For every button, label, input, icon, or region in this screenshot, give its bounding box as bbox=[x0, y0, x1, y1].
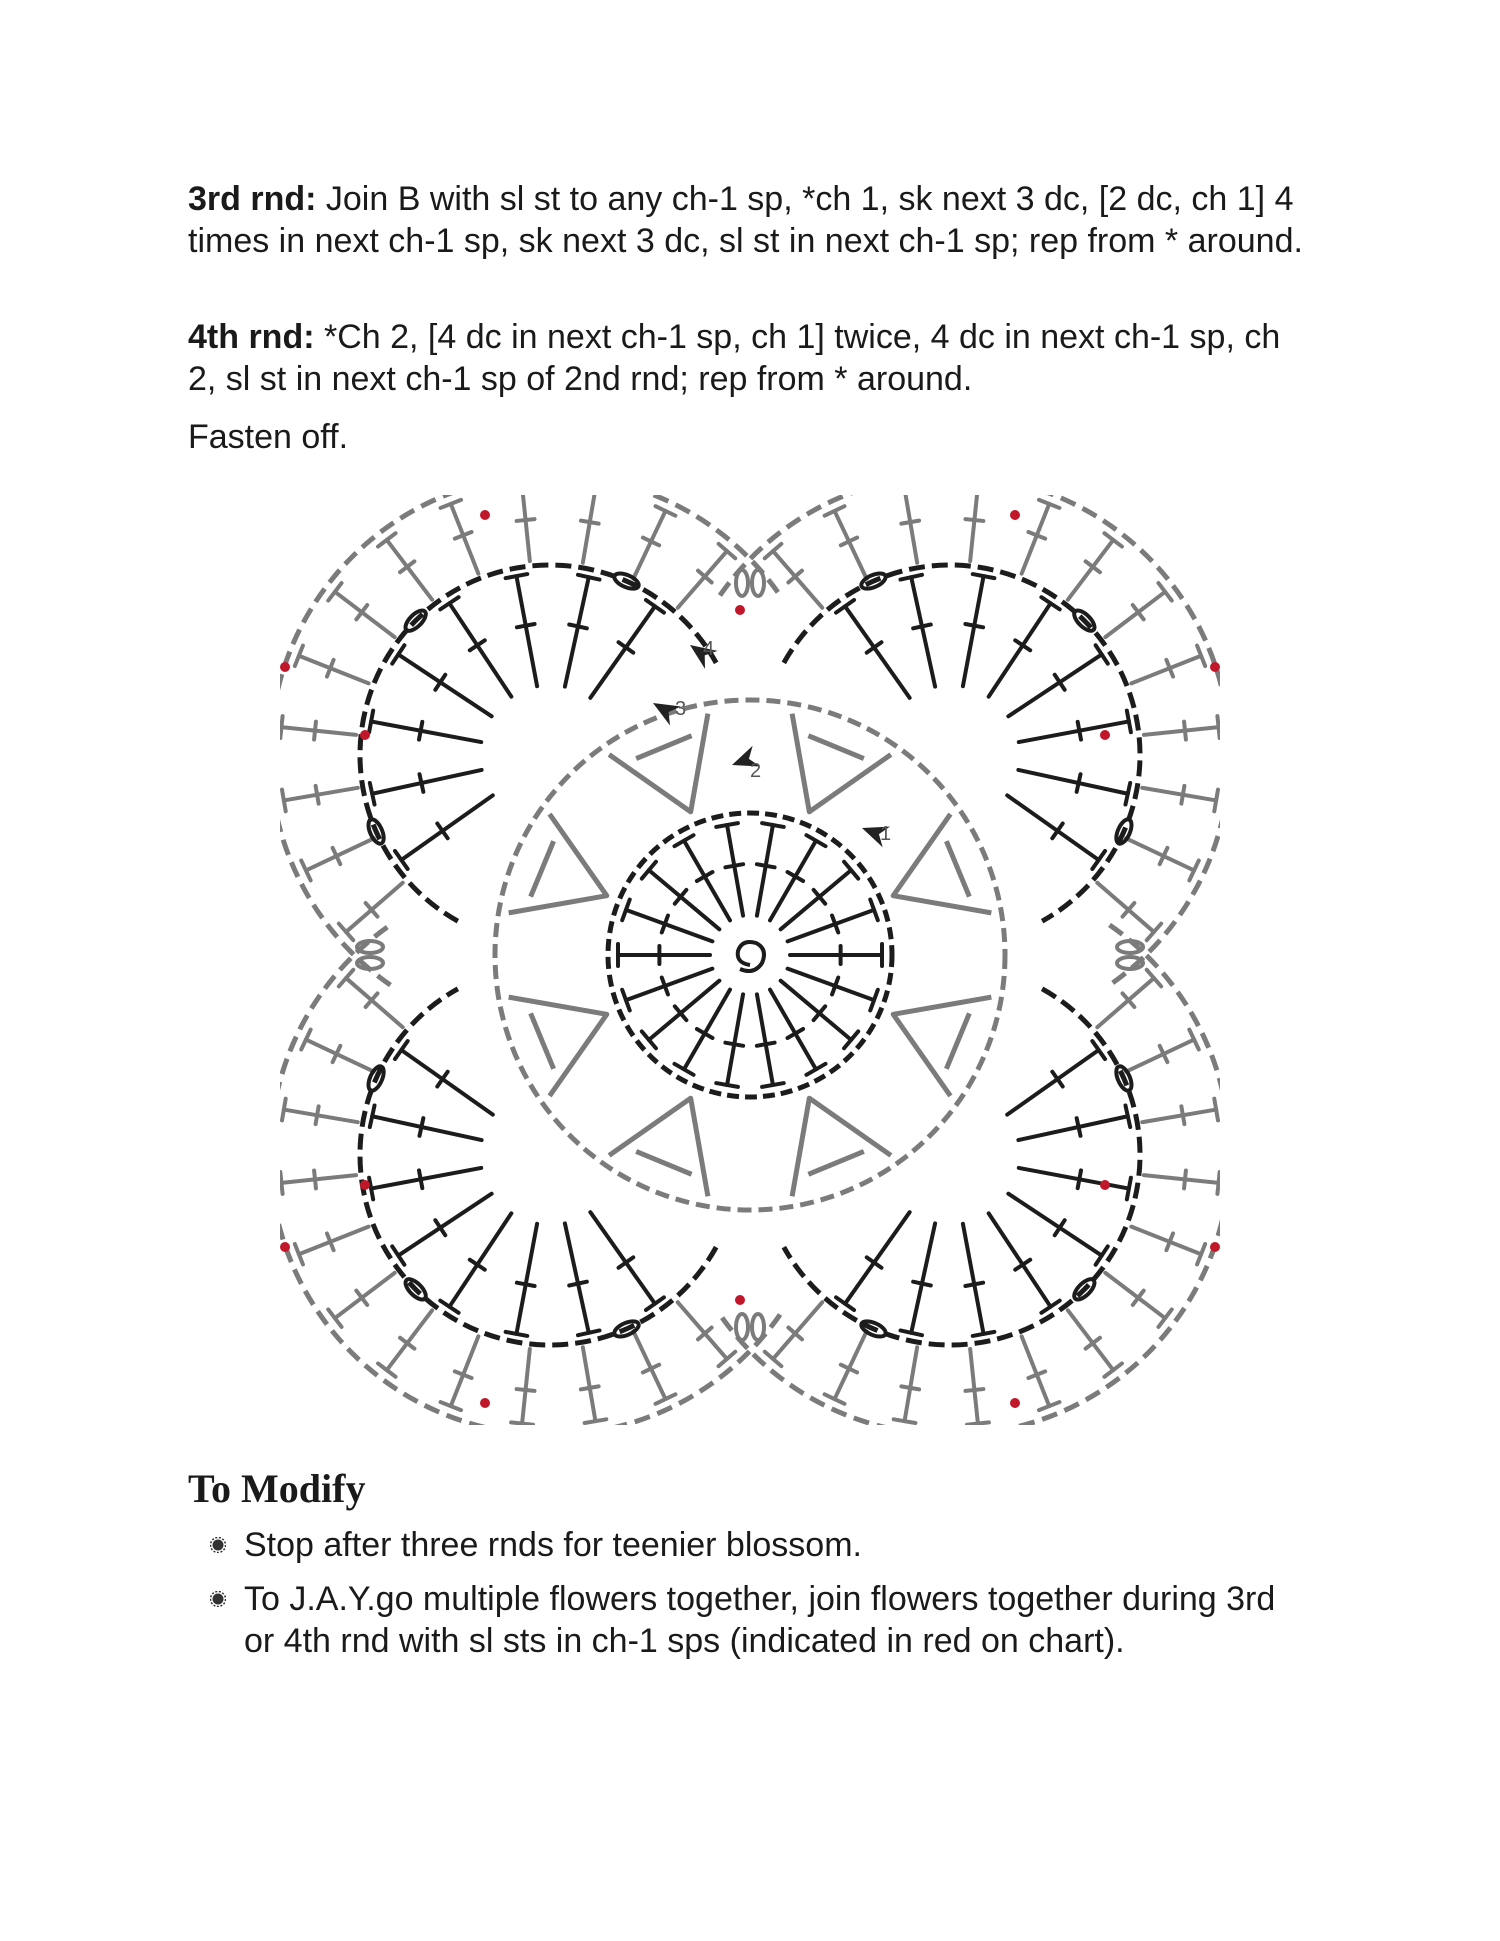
round-1-dc bbox=[757, 994, 773, 1085]
round-4-dc bbox=[773, 551, 822, 608]
round-4-dc-bar bbox=[965, 1389, 983, 1391]
join-point-dot bbox=[280, 1242, 290, 1252]
join-point-dot bbox=[360, 1180, 370, 1190]
round-3-dc bbox=[845, 606, 910, 698]
round-4-dc-bar bbox=[1184, 722, 1186, 740]
round-2-v-cluster bbox=[509, 814, 607, 913]
round-4-dc bbox=[678, 551, 727, 608]
round-3-dc-top bbox=[1096, 645, 1108, 663]
round-3-dc bbox=[401, 1050, 493, 1115]
round-3-dc-top bbox=[1092, 851, 1105, 869]
round-4-dc-bar bbox=[517, 519, 535, 521]
round-4-dc-top bbox=[894, 1419, 916, 1423]
round-3-dc-top bbox=[395, 1041, 408, 1059]
round-4-dc-top bbox=[1104, 533, 1122, 546]
round-3-dc-bar bbox=[420, 774, 424, 792]
round-4-dc bbox=[335, 592, 395, 637]
round-4-dc-top bbox=[1217, 716, 1219, 738]
round-4-dc-bar bbox=[316, 1106, 319, 1124]
round-1-dc-top bbox=[762, 823, 784, 827]
round-2-cross-bar bbox=[531, 1013, 554, 1068]
round-3-dc bbox=[516, 576, 537, 686]
round-3-dc-top bbox=[973, 1332, 995, 1336]
round-4-dc bbox=[284, 788, 358, 801]
round-3-dc-bar bbox=[913, 1282, 931, 1286]
round-3-dc-top bbox=[900, 1330, 921, 1335]
round-3-petal-arc bbox=[784, 565, 1140, 921]
round-4-dc bbox=[905, 1347, 918, 1421]
round-4-dc bbox=[1142, 1110, 1216, 1123]
round-4-dc-top bbox=[585, 1419, 607, 1423]
round-4-dc-bar bbox=[316, 786, 319, 804]
round-3-dc-bar bbox=[867, 1257, 882, 1267]
round-2-cross-bar bbox=[808, 1151, 863, 1174]
round-2-cross-bar bbox=[946, 841, 969, 896]
join-point-dot bbox=[1100, 1180, 1110, 1190]
round-3-dc-top bbox=[370, 1105, 375, 1126]
round-3-dc-bar bbox=[517, 1283, 535, 1286]
round-3-dc-bar bbox=[437, 824, 447, 839]
round-4-dc-top bbox=[280, 1172, 282, 1194]
round-4-dc bbox=[522, 1349, 530, 1424]
modify-item-text: Stop after three rnds for teenier blossom. bbox=[244, 1526, 862, 1564]
round-4-dc bbox=[335, 1273, 395, 1318]
round-4-chain-loop bbox=[752, 570, 764, 596]
round-4-dc-top bbox=[328, 583, 341, 601]
round-4-dc-bar bbox=[901, 521, 919, 524]
round-3-dc-top bbox=[506, 574, 528, 578]
round-3-dc-bar bbox=[569, 625, 587, 629]
round-3-dc bbox=[398, 654, 491, 716]
round-4-dc-top bbox=[378, 1363, 396, 1376]
round-4-dc-bar bbox=[581, 521, 599, 524]
round-4-dc-top bbox=[1104, 1363, 1122, 1376]
round-3-dc bbox=[449, 603, 511, 696]
round-2-cross-bar bbox=[636, 1151, 691, 1174]
round-1-dc-bar bbox=[725, 864, 743, 867]
modify-list bbox=[210, 1524, 1310, 1674]
round-4-dc-top bbox=[1158, 1309, 1171, 1327]
round-3-dc-top bbox=[1125, 783, 1130, 804]
round-3-dc-top bbox=[646, 600, 664, 613]
round-4-dc bbox=[1068, 540, 1113, 600]
round-3-dc-top bbox=[369, 711, 373, 733]
join-point-dot bbox=[280, 662, 290, 672]
round-4-dc-bar bbox=[314, 1170, 316, 1188]
round-4-dc-bar bbox=[1184, 1170, 1186, 1188]
round-3-dc bbox=[372, 1116, 481, 1140]
round-4-dc bbox=[1144, 1175, 1219, 1183]
round-3-dc bbox=[1008, 1194, 1101, 1256]
round-3-dc bbox=[565, 1223, 589, 1332]
round-2-v-cluster bbox=[792, 714, 891, 812]
modify-item-text: To J.A.Y.go multiple flowers together, join flowers together during 3rd or 4th rnd with sl sts in ch-1 sps (indicated in red on chart). bbox=[244, 1580, 1276, 1660]
round-marker-3: 3 bbox=[675, 698, 687, 720]
join-point-dot bbox=[1100, 730, 1110, 740]
round-4-dc-top bbox=[511, 1422, 533, 1424]
round-1-dc-top bbox=[762, 1083, 784, 1087]
round-4-dc-top bbox=[378, 533, 396, 546]
round-4-dc bbox=[583, 495, 596, 563]
star-bullet-icon bbox=[210, 1591, 226, 1607]
round-2-v-cluster bbox=[609, 714, 708, 812]
round-3-dc bbox=[516, 1224, 537, 1334]
round-3-dc-bar bbox=[1077, 1118, 1081, 1136]
round-3-dc-top bbox=[1127, 711, 1131, 733]
join-point-dot bbox=[1010, 510, 1020, 520]
round-3-dc bbox=[989, 1213, 1051, 1306]
modify-item-1 bbox=[210, 1524, 1310, 1566]
round-4-dc bbox=[1097, 883, 1154, 932]
round-3-dc-top bbox=[1125, 1105, 1130, 1126]
round-3-dc bbox=[1007, 795, 1099, 860]
join-point-dot bbox=[360, 730, 370, 740]
round-3-dc-bar bbox=[619, 642, 634, 652]
round-3-dc bbox=[911, 577, 935, 686]
magic-ring-spiral bbox=[738, 942, 764, 971]
round-1-dc bbox=[757, 825, 773, 916]
round-4-dc-bar bbox=[901, 1386, 919, 1389]
round-4-dc bbox=[905, 495, 918, 563]
round-4-dc-bar bbox=[965, 519, 983, 521]
round-4-dc-bar bbox=[1181, 1106, 1184, 1124]
round-3-dc bbox=[963, 576, 984, 686]
round-3-dc bbox=[963, 1224, 984, 1334]
round-4-dc bbox=[1068, 1310, 1113, 1370]
round-3-dc bbox=[1008, 654, 1101, 716]
round-3-dc-top bbox=[392, 1246, 404, 1264]
round-3-dc-top bbox=[440, 1301, 458, 1313]
round-2-v-cluster bbox=[893, 997, 991, 1096]
to-modify-heading: To Modify bbox=[188, 1466, 366, 1511]
round-3-dc bbox=[1019, 721, 1129, 742]
round-3-dc-bar bbox=[1078, 722, 1081, 740]
round-3-dc-top bbox=[1127, 1178, 1131, 1200]
round-1-dc bbox=[727, 994, 743, 1085]
round-3-dc bbox=[590, 1212, 655, 1304]
round-1-dc-top bbox=[716, 1083, 738, 1087]
round-4-dc bbox=[346, 978, 403, 1027]
round-2-v-cluster bbox=[792, 1098, 891, 1196]
round-3-dc-bar bbox=[1077, 774, 1081, 792]
round-3-dc-top bbox=[370, 783, 375, 804]
round-3-dc-top bbox=[1096, 1246, 1108, 1264]
round-3-dc-top bbox=[440, 597, 458, 609]
join-point-dot bbox=[1010, 1398, 1020, 1408]
round-1-dc bbox=[770, 841, 816, 921]
round-4-dc-top bbox=[282, 790, 286, 812]
round-2-v-cluster bbox=[893, 814, 991, 913]
round-3-label: 3rd rnd: bbox=[188, 180, 317, 218]
round-3-dc bbox=[372, 770, 481, 794]
fasten-off-text: Fasten off. bbox=[188, 418, 349, 456]
round-3-dc-bar bbox=[420, 1118, 424, 1136]
round-4-dc bbox=[970, 1349, 978, 1424]
round-3-dc-bar bbox=[517, 624, 535, 627]
round-2-cross-bar bbox=[531, 841, 554, 896]
join-point-dot bbox=[1210, 1242, 1220, 1252]
round-4-dc-top bbox=[328, 1309, 341, 1327]
join-points bbox=[280, 510, 1220, 1408]
round-4-chain-loop bbox=[752, 1314, 764, 1340]
round-1-dc bbox=[684, 990, 730, 1070]
round-4-dc bbox=[678, 1302, 727, 1359]
join-point-dot bbox=[480, 510, 490, 520]
round-3-dc bbox=[911, 1223, 935, 1332]
round-3-petal-arc bbox=[360, 989, 716, 1345]
round-4-dc-top bbox=[1214, 1099, 1218, 1121]
round-4-dc bbox=[346, 883, 403, 932]
round-3-dc-bar bbox=[1052, 1072, 1062, 1087]
round-3-dc-top bbox=[1041, 1301, 1059, 1313]
round-2-cross-bar bbox=[946, 1013, 969, 1068]
join-point-dot bbox=[735, 605, 745, 615]
round-4-instructions bbox=[188, 316, 1308, 400]
round-marker-4: 4 bbox=[703, 638, 715, 660]
round-4-dc bbox=[1144, 727, 1219, 735]
round-3-dc bbox=[590, 606, 655, 698]
round-3-dc-top bbox=[1041, 597, 1059, 609]
round-2-v-cluster bbox=[509, 997, 607, 1096]
round-3-dc-bar bbox=[569, 1282, 587, 1286]
round-3-text: Join B with sl st to any ch-1 sp, *ch 1, sk next 3 dc, [2 dc, ch 1] 4 times in next ch-1 sp, sk next 3 dc, sl st in next ch-1 sp; rep from * around. bbox=[188, 180, 1303, 260]
round-2-v-cluster bbox=[609, 1098, 708, 1196]
round-3-dc bbox=[1019, 1168, 1129, 1189]
round-4-dc bbox=[970, 495, 978, 561]
modify-item-2 bbox=[210, 1578, 1310, 1662]
round-4-dc bbox=[1142, 788, 1216, 801]
round-1-dc bbox=[727, 825, 743, 916]
crochet-chart bbox=[280, 495, 1220, 1425]
round-3-petal-arc bbox=[360, 565, 716, 921]
round-4-dc-top bbox=[1217, 1172, 1219, 1194]
round-3-petals bbox=[360, 565, 1140, 1345]
round-4-dc bbox=[583, 1347, 596, 1421]
round-4-dc-top bbox=[967, 1422, 989, 1424]
round-3-dc-top bbox=[973, 574, 995, 578]
round-4-dc bbox=[387, 1310, 432, 1370]
round-4-text: *Ch 2, [4 dc in next ch-1 sp, ch 1] twice, 4 dc in next ch-1 sp, ch 2, sl st in next ch-1 sp of 2nd rnd; rep from * around. bbox=[188, 318, 1281, 398]
round-3-dc bbox=[371, 1168, 481, 1189]
round-1-dc bbox=[770, 990, 816, 1070]
join-point-dot bbox=[735, 1295, 745, 1305]
round-3-dc bbox=[371, 721, 481, 742]
round-2-cross-bar bbox=[808, 736, 863, 759]
round-1-dc bbox=[684, 841, 730, 921]
round-3-dc bbox=[401, 795, 493, 860]
round-4-dc-bar bbox=[1181, 786, 1184, 804]
round-3-dc bbox=[398, 1194, 491, 1256]
round-3-dc-bar bbox=[419, 722, 422, 740]
round-3-petal-arc bbox=[784, 989, 1140, 1345]
round-4-dc bbox=[1105, 1273, 1165, 1318]
round-3-dc bbox=[845, 1212, 910, 1304]
round-4-dc bbox=[281, 727, 356, 735]
round-3-dc-bar bbox=[619, 1257, 634, 1267]
round-4-dc bbox=[387, 540, 432, 600]
round-3-dc-top bbox=[506, 1332, 528, 1336]
round-1-dc-bar bbox=[757, 864, 775, 867]
round-3-dc-top bbox=[836, 1297, 854, 1310]
round-3-dc-bar bbox=[419, 1170, 422, 1188]
round-4-chain-loop bbox=[736, 570, 748, 596]
round-1-dc-bar bbox=[757, 1043, 775, 1046]
round-4-dc-top bbox=[282, 1099, 286, 1121]
round-4-dc-bar bbox=[581, 1386, 599, 1389]
round-3-dc bbox=[989, 603, 1051, 696]
round-4-chain-loop bbox=[736, 1314, 748, 1340]
round-4-dc bbox=[284, 1110, 358, 1123]
round-3-dc bbox=[449, 1213, 511, 1306]
round-3-instructions bbox=[188, 178, 1308, 262]
round-4-dc bbox=[522, 495, 530, 561]
round-3-dc-top bbox=[369, 1178, 373, 1200]
round-marker-2: 2 bbox=[750, 760, 762, 782]
round-3-dc bbox=[1007, 1050, 1099, 1115]
round-3-dc-top bbox=[578, 575, 599, 580]
round-4-label: 4th rnd: bbox=[188, 318, 315, 356]
round-3-dc-bar bbox=[965, 1283, 983, 1286]
round-1-center bbox=[608, 813, 892, 1097]
join-point-dot bbox=[1210, 662, 1220, 672]
round-3-dc-top bbox=[578, 1330, 599, 1335]
round-3-dc-bar bbox=[867, 642, 882, 652]
round-3-dc bbox=[1018, 770, 1127, 794]
round-3-dc-top bbox=[900, 575, 921, 580]
round-4-dc bbox=[773, 1302, 822, 1359]
round-4-dc-top bbox=[280, 716, 282, 738]
round-4-dc bbox=[281, 1175, 356, 1183]
join-point-dot bbox=[480, 1398, 490, 1408]
round-3-dc-bar bbox=[1078, 1170, 1081, 1188]
round-3-dc bbox=[565, 577, 589, 686]
round-1-dc-bar bbox=[725, 1043, 743, 1046]
round-1-dc-top bbox=[716, 823, 738, 827]
round-4-dc-bar bbox=[517, 1389, 535, 1391]
round-marker-1: 1 bbox=[880, 823, 892, 845]
round-4-dc-top bbox=[1158, 583, 1171, 601]
round-3-dc-bar bbox=[965, 624, 983, 627]
round-3-dc-bar bbox=[437, 1072, 447, 1087]
round-2-cross-bar bbox=[636, 736, 691, 759]
round-4-dc bbox=[1097, 978, 1154, 1027]
star-bullet-icon bbox=[210, 1537, 226, 1553]
round-3-dc-top bbox=[392, 645, 404, 663]
round-4-dc-bar bbox=[314, 722, 316, 740]
round-4-dc bbox=[1105, 592, 1165, 637]
round-3-dc-bar bbox=[913, 625, 931, 629]
round-3-dc-bar bbox=[1052, 824, 1062, 839]
round-4-dc-top bbox=[1214, 790, 1218, 812]
round-3-dc bbox=[1018, 1116, 1127, 1140]
